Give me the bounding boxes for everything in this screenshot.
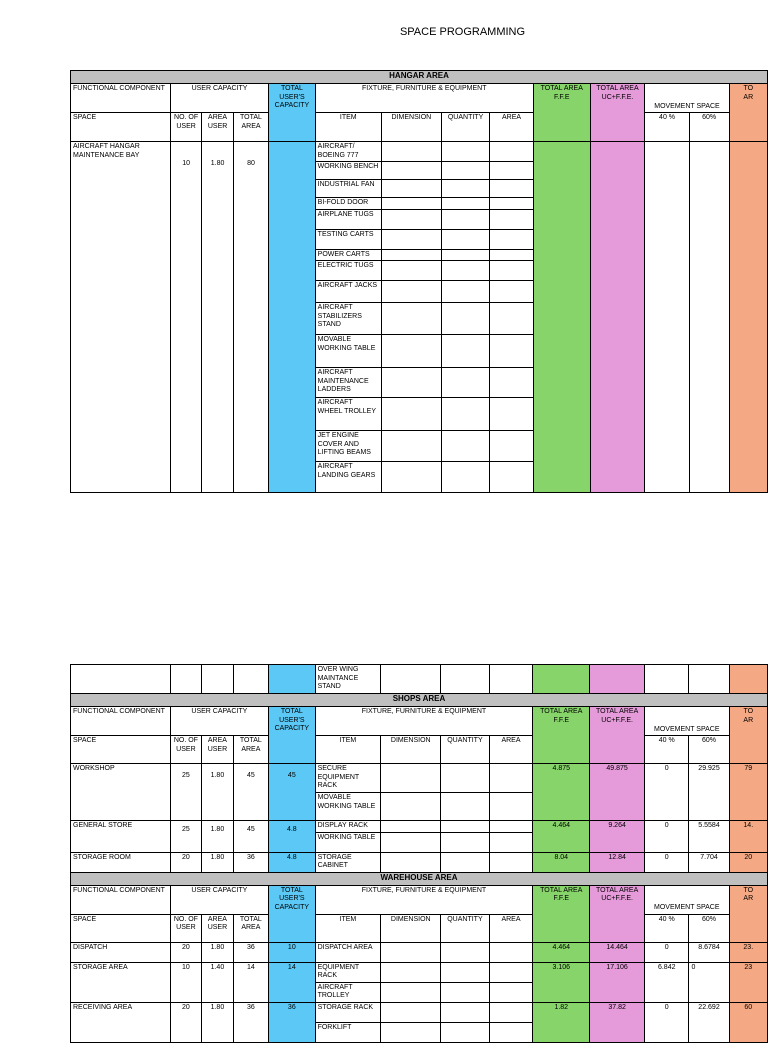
storage-room-no: 20 <box>170 852 202 872</box>
hangar-item: INDUSTRIAL FAN <box>315 180 381 198</box>
hangar-item: AIRCRAFT LANDING GEARS <box>315 462 381 493</box>
storage-room-item: STORAGE CABINET <box>315 852 381 872</box>
header-no-of-user: NO. OF USER <box>170 914 202 942</box>
header-functional-component: FUNCTIONAL COMPONENT <box>71 84 171 113</box>
hangar-ucffe-cell <box>590 142 645 493</box>
storage-room-m40: 0 <box>645 852 689 872</box>
workshop-no: 25 <box>170 764 202 821</box>
hangar-ffe-cell <box>533 142 590 493</box>
header-total-area-cut <box>729 84 767 142</box>
hangar-item: AIRCRAFT JACKS <box>315 281 381 303</box>
hangar-item: MOVABLE WORKING TABLE <box>315 335 381 368</box>
header-total-area-ffe: TOTAL AREA F.F.E <box>533 707 590 764</box>
header-quantity: QUANTITY <box>441 113 489 142</box>
workshop-item: SECURE EQUIPMENT RACK <box>315 764 381 793</box>
receiving-users: 36 <box>269 1002 316 1042</box>
workshop-m60: 29.925 <box>689 764 729 821</box>
dispatch-ucffe: 14.464 <box>590 942 645 962</box>
header-no-of-user: NO. OF USER <box>170 113 201 142</box>
dispatch-space: DISPATCH <box>71 942 171 962</box>
header-quantity: QUANTITY <box>441 736 489 764</box>
workshop-users: 45 <box>269 764 316 821</box>
dispatch-no: 20 <box>170 942 202 962</box>
storage-area-m40: 6.842 <box>645 962 689 1002</box>
header-pct40: 40 % <box>645 113 689 142</box>
header-total-area-uc-ffe: TOTAL AREA UC+F.F.E. <box>590 707 645 764</box>
hangar-space: AIRCRAFT HANGAR MAINTENANCE BAY <box>71 142 171 493</box>
header-ffe: FIXTURE, FURNITURE & EQUIPMENT <box>315 707 533 736</box>
hangar-item: AIRPLANE TUGS <box>315 209 381 229</box>
hangar-total-cell <box>729 142 767 493</box>
hangar-item: POWER CARTS <box>315 249 381 261</box>
workshop-ucffe: 49.875 <box>590 764 645 821</box>
general-m60: 5.5584 <box>689 821 729 853</box>
header-pct40: 40 % <box>645 914 689 942</box>
general-users: 4.8 <box>269 821 316 853</box>
general-total: 45 <box>233 821 268 853</box>
dispatch-total: 36 <box>233 942 268 962</box>
hangar-users-capacity <box>269 142 315 493</box>
header-total-cut: TO <box>743 886 754 894</box>
dispatch-m40: 0 <box>645 942 689 962</box>
hangar-item: AIRCRAFT STABILIZERS STAND <box>315 303 381 335</box>
carryover-item: OVER WING MAINTANCE STAND <box>315 665 381 694</box>
workshop-area-user: 1.80 <box>202 764 234 821</box>
dispatch-m60: 8.6784 <box>689 942 729 962</box>
hangar-area-table <box>70 70 768 493</box>
general-ucffe: 9.264 <box>590 821 645 853</box>
header-functional-component: FUNCTIONAL COMPONENT <box>71 885 171 914</box>
storage-area-ffe: 3.106 <box>533 962 590 1002</box>
hangar-item: BI-FOLD DOOR <box>315 198 381 210</box>
section-title-hangar: HANGAR AREA <box>71 71 768 84</box>
header-total-area-cut <box>729 885 767 942</box>
storage-room-users: 4.8 <box>269 852 316 872</box>
storage-room-area-user: 1.80 <box>202 852 234 872</box>
receiving-item: STORAGE RACK <box>315 1002 381 1022</box>
header-area-cut: AR <box>743 716 754 724</box>
hangar-item: TESTING CARTS <box>315 229 381 249</box>
header-area: AREA <box>489 736 533 764</box>
header-total-area-cut <box>729 707 767 764</box>
storage-area-area-user: 1.40 <box>202 962 234 1002</box>
storage-room-total: 36 <box>233 852 268 872</box>
header-total-area-short: TOTAL AREA <box>233 113 268 142</box>
workshop-space: WORKSHOP <box>71 764 171 821</box>
storage-area-no: 10 <box>170 962 202 1002</box>
hangar-total-area: 80 <box>233 142 268 493</box>
receiving-m60: 22.692 <box>689 1002 729 1042</box>
header-dimension: DIMENSION <box>381 736 441 764</box>
receiving-ucffe: 37.82 <box>590 1002 645 1042</box>
header-no-of-user: NO. OF USER <box>170 736 202 764</box>
workshop-total: 45 <box>233 764 268 821</box>
storage-area-item: AIRCRAFT TROLLEY <box>315 982 381 1002</box>
header-movement-space: MOVEMENT SPACE <box>645 84 729 113</box>
general-item: WORKING TABLE <box>315 832 381 852</box>
header-ffe: FIXTURE, FURNITURE & EQUIPMENT <box>315 885 533 914</box>
header-item: ITEM <box>315 914 381 942</box>
header-total-area-short: TOTAL AREA <box>233 736 268 764</box>
receiving-space: RECEIVING AREA <box>71 1002 171 1042</box>
header-total-users-capacity: TOTAL USER'S CAPACITY <box>269 84 315 142</box>
hangar-no-of-user: 10 <box>170 142 201 493</box>
header-space: SPACE <box>71 736 171 764</box>
storage-area-m60: 0 <box>689 962 729 1002</box>
dispatch-item: DISPATCH AREA <box>315 942 381 962</box>
general-m40: 0 <box>645 821 689 853</box>
header-total-cut: TO <box>743 708 754 715</box>
shops-warehouse-table <box>70 664 768 1043</box>
header-total-area-uc-ffe: TOTAL AREA UC+F.F.E. <box>590 885 645 942</box>
section-title-warehouse: WAREHOUSE AREA <box>71 872 768 885</box>
header-item: ITEM <box>315 736 381 764</box>
dispatch-users: 10 <box>269 942 316 962</box>
receiving-ffe: 1.82 <box>533 1002 590 1042</box>
storage-area-item: EQUIPMENT RACK <box>315 962 381 982</box>
page-title: SPACE PROGRAMMING <box>399 26 526 38</box>
storage-area-total: 14 <box>233 962 268 1002</box>
dispatch-area-user: 1.80 <box>202 942 234 962</box>
section-title-shops: SHOPS AREA <box>71 694 768 707</box>
storage-area-total-area: 23 <box>729 962 767 1002</box>
header-dimension: DIMENSION <box>381 914 441 942</box>
header-user-capacity: USER CAPACITY <box>170 707 268 736</box>
header-item: ITEM <box>315 113 381 142</box>
general-no: 25 <box>170 821 202 853</box>
workshop-ffe: 4.875 <box>533 764 590 821</box>
header-total-area-ffe: TOTAL AREA F.F.E <box>533 885 590 942</box>
header-dimension: DIMENSION <box>381 113 441 142</box>
workshop-item: MOVABLE WORKING TABLE <box>315 793 381 821</box>
header-area-user: AREA USER <box>202 736 234 764</box>
receiving-total: 36 <box>233 1002 268 1042</box>
header-functional-component: FUNCTIONAL COMPONENT <box>71 707 171 736</box>
header-total-users-capacity: TOTAL USER'S CAPACITY <box>269 885 316 942</box>
hangar-item: AIRCRAFT WHEEL TROLLEY <box>315 398 381 431</box>
storage-room-total-area: 20 <box>729 852 767 872</box>
general-total-area: 14. <box>729 821 767 853</box>
hangar-item: AIRCRAFT MAINTENANCE LADDERS <box>315 368 381 398</box>
workshop-total-area: 79 <box>729 764 767 821</box>
workshop-m40: 0 <box>645 764 689 821</box>
header-pct40: 40 % <box>645 736 689 764</box>
storage-area-space: STORAGE AREA <box>71 962 171 1002</box>
storage-room-ucffe: 12.84 <box>590 852 645 872</box>
receiving-item: FORKLIFT <box>315 1022 381 1042</box>
dispatch-ffe: 4.464 <box>533 942 590 962</box>
storage-room-space: STORAGE ROOM <box>71 852 171 872</box>
dispatch-total-area: 23. <box>729 942 767 962</box>
header-quantity: QUANTITY <box>441 914 489 942</box>
receiving-total-area: 60 <box>729 1002 767 1042</box>
header-area-cut: AR <box>743 895 754 902</box>
header-area-user: AREA USER <box>202 113 233 142</box>
header-area: AREA <box>489 914 533 942</box>
storage-area-ucffe: 17.106 <box>590 962 645 1002</box>
header-user-capacity: USER CAPACITY <box>170 84 268 113</box>
header-area-cut: AR <box>743 93 754 101</box>
header-pct60: 60% <box>689 736 729 764</box>
header-total-cut: TO <box>743 85 754 92</box>
header-total-users-capacity: TOTAL USER'S CAPACITY <box>269 707 316 764</box>
storage-area-users: 14 <box>269 962 316 1002</box>
header-total-area-short: TOTAL AREA <box>233 914 268 942</box>
hangar-item: ELECTRIC TUGS <box>315 261 381 281</box>
storage-room-ffe: 8.04 <box>533 852 590 872</box>
header-area-user: AREA USER <box>202 914 234 942</box>
hangar-item: AIRCRAFT/ BOEING 777 <box>315 142 381 162</box>
general-area-user: 1.80 <box>202 821 234 853</box>
hangar-m40-cell <box>645 142 689 493</box>
header-pct60: 60% <box>689 113 729 142</box>
header-pct60: 60% <box>689 914 729 942</box>
header-user-capacity: USER CAPACITY <box>170 885 268 914</box>
header-total-area-ffe: TOTAL AREA F.F.E <box>533 84 590 142</box>
receiving-area-user: 1.80 <box>202 1002 234 1042</box>
hangar-item: WORKING BENCH <box>315 162 381 180</box>
header-total-area-uc-ffe: TOTAL AREA UC+F.F.E. <box>590 84 645 142</box>
header-movement-space: MOVEMENT SPACE <box>645 707 730 736</box>
general-ffe: 4.464 <box>533 821 590 853</box>
header-area: AREA <box>490 113 534 142</box>
receiving-no: 20 <box>170 1002 202 1042</box>
hangar-area-user: 1.80 <box>202 142 233 493</box>
general-space: GENERAL STORE <box>71 821 171 853</box>
receiving-m40: 0 <box>645 1002 689 1042</box>
header-space: SPACE <box>71 113 171 142</box>
hangar-m60-cell <box>689 142 729 493</box>
header-ffe: FIXTURE, FURNITURE & EQUIPMENT <box>315 84 533 113</box>
general-item: DISPLAY RACK <box>315 821 381 833</box>
header-space: SPACE <box>71 914 171 942</box>
hangar-item: JET ENGINE COVER AND LIFTING BEAMS <box>315 431 381 462</box>
storage-room-m60: 7.704 <box>689 852 729 872</box>
header-movement-space: MOVEMENT SPACE <box>645 885 730 914</box>
